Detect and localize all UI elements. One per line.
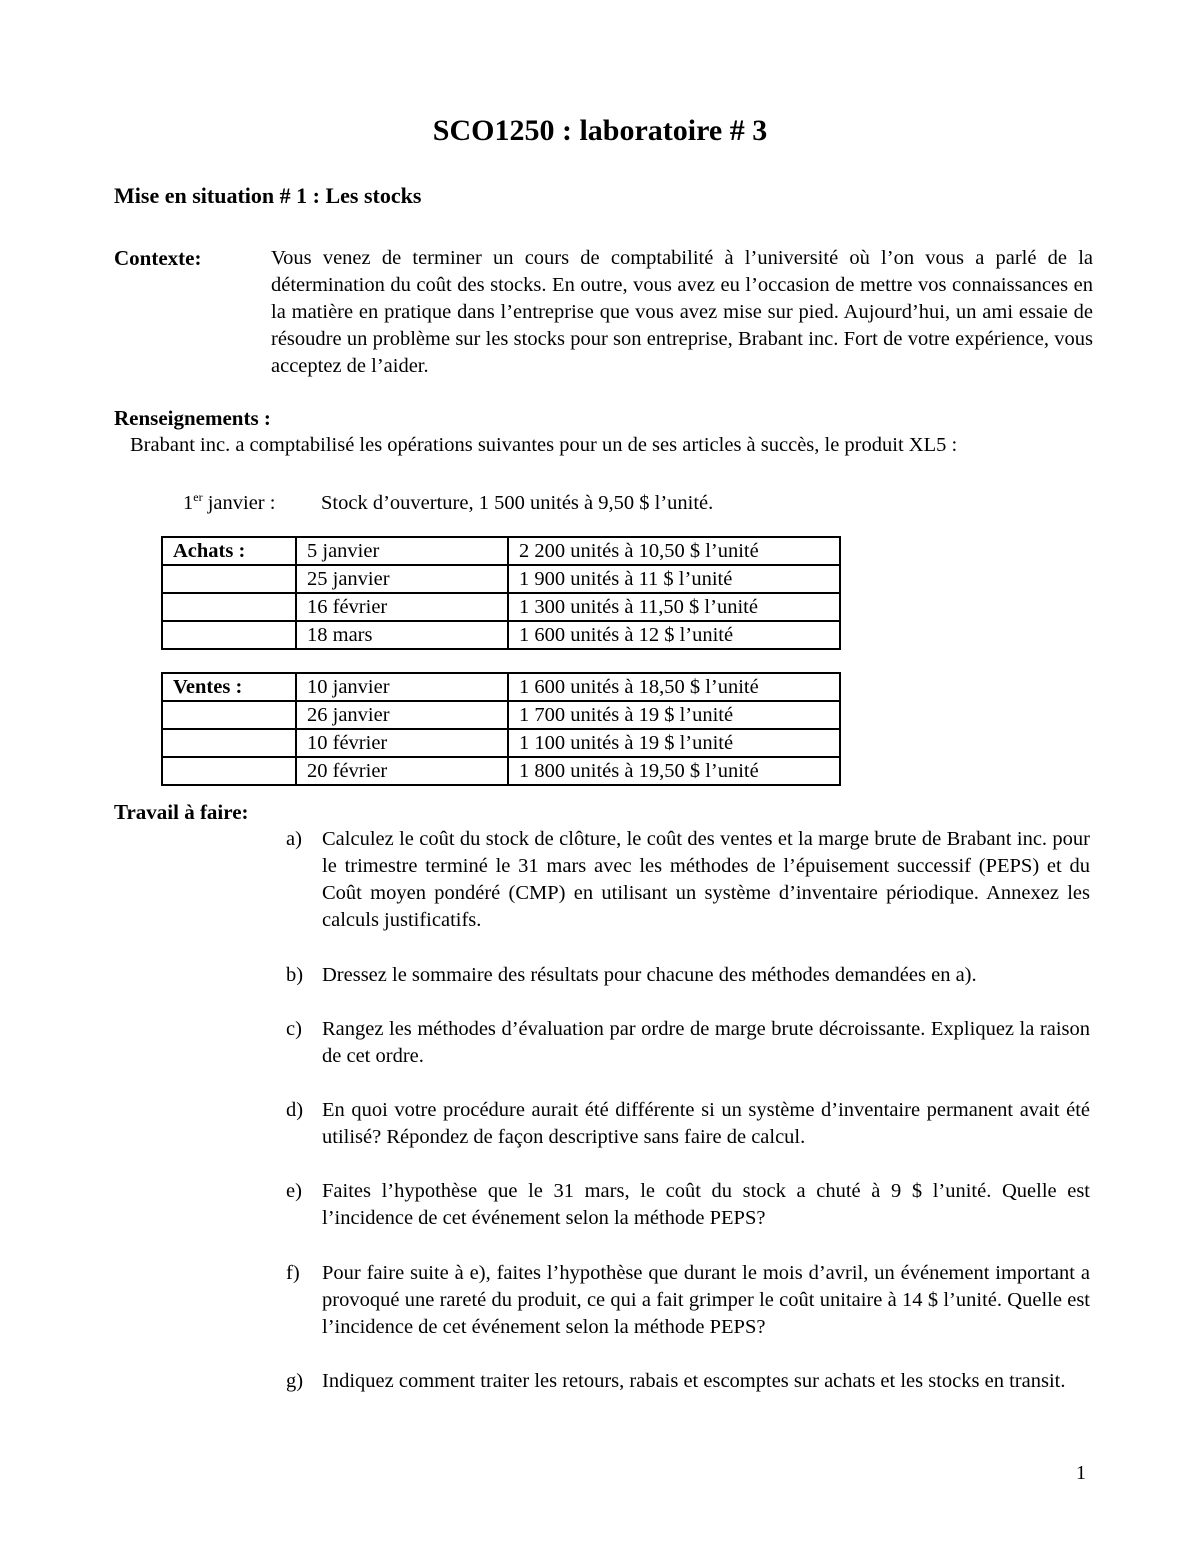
task-f bbox=[286, 1260, 1090, 1341]
ventes-detail: 1 800 unités à 19,50 $ l’unité bbox=[508, 757, 840, 785]
section-title: Mise en situation # 1 : Les stocks bbox=[114, 183, 422, 208]
task-text: Pour faire suite à e), faites l’hypothèse que durant le mois d’avril, un événement important a provoqué une rareté du produit, ce qui a fait grimper le coût unitaire à 14 $ l’unité. Quelle est l’incidence de cet événement selon la méthode PEPS? bbox=[322, 1262, 1090, 1338]
renseignements-label: Renseignements : bbox=[114, 406, 271, 430]
ventes-label: Ventes : bbox=[162, 673, 296, 701]
task-text: Faites l’hypothèse que le 31 mars, le coût du stock a chuté à 9 $ l’unité. Quelle est l’incidence de cet événement selon la méthode PEPS? bbox=[322, 1180, 1090, 1229]
achats-date: 16 février bbox=[296, 593, 508, 621]
task-text: En quoi votre procédure aurait été différente si un système d’inventaire permanent avait été utilisé? Répondez de façon descriptive sans faire de calcul. bbox=[322, 1099, 1090, 1148]
opening-sup: er bbox=[193, 490, 203, 504]
ventes-date: 26 janvier bbox=[296, 701, 508, 729]
task-d bbox=[286, 1097, 1090, 1151]
ventes-date: 20 février bbox=[296, 757, 508, 785]
table-row bbox=[162, 621, 840, 649]
opening-stock-line bbox=[183, 490, 713, 515]
ventes-table bbox=[161, 672, 841, 786]
task-a bbox=[286, 826, 1090, 934]
empty-cell bbox=[162, 593, 296, 621]
opening-date bbox=[183, 490, 321, 515]
empty-cell bbox=[162, 757, 296, 785]
achats-table bbox=[161, 536, 841, 650]
achats-date: 5 janvier bbox=[296, 537, 508, 565]
ventes-detail: 1 100 unités à 19 $ l’unité bbox=[508, 729, 840, 757]
ventes-detail: 1 700 unités à 19 $ l’unité bbox=[508, 701, 840, 729]
opening-text: Stock d’ouverture, 1 500 unités à 9,50 $ l’unité. bbox=[321, 492, 714, 514]
task-letter: c) bbox=[286, 1018, 302, 1040]
task-letter: e) bbox=[286, 1180, 302, 1202]
task-letter: a) bbox=[286, 828, 302, 850]
page-number: 1 bbox=[1076, 1462, 1086, 1484]
ventes-date: 10 janvier bbox=[296, 673, 508, 701]
context-text: Vous venez de terminer un cours de comptabilité à l’université où l’on vous a parlé de la détermination du coût des stocks. En outre, vous avez eu l’occasion de mettre vos connaissances en la matière en pratique dans l’entreprise que vous avez mise sur pied. Aujourd’hui, un ami essaie de résoudre un problème sur les stocks pour son entreprise, Brabant inc. Fort de votre expérience, vous acceptez de l’aider. bbox=[271, 247, 1093, 377]
empty-cell bbox=[162, 729, 296, 757]
achats-detail: 1 300 unités à 11,50 $ l’unité bbox=[508, 593, 840, 621]
table-row bbox=[162, 537, 840, 565]
achats-detail: 1 900 unités à 11 $ l’unité bbox=[508, 565, 840, 593]
empty-cell bbox=[162, 701, 296, 729]
ventes-date: 10 février bbox=[296, 729, 508, 757]
achats-detail: 1 600 unités à 12 $ l’unité bbox=[508, 621, 840, 649]
task-b bbox=[286, 962, 1090, 989]
task-c bbox=[286, 1016, 1090, 1070]
context-label: Contexte: bbox=[114, 246, 202, 270]
empty-cell bbox=[162, 621, 296, 649]
ventes-detail: 1 600 unités à 18,50 $ l’unité bbox=[508, 673, 840, 701]
achats-label: Achats : bbox=[162, 537, 296, 565]
achats-detail: 2 200 unités à 10,50 $ l’unité bbox=[508, 537, 840, 565]
table-row bbox=[162, 673, 840, 701]
opening-day: 1 bbox=[183, 492, 194, 514]
task-letter: f) bbox=[286, 1262, 300, 1284]
task-text: Dressez le sommaire des résultats pour chacune des méthodes demandées en a). bbox=[322, 964, 977, 986]
task-letter: d) bbox=[286, 1099, 304, 1121]
achats-date: 25 janvier bbox=[296, 565, 508, 593]
task-e bbox=[286, 1178, 1090, 1232]
task-g bbox=[286, 1368, 1090, 1395]
table-row bbox=[162, 565, 840, 593]
table-row bbox=[162, 593, 840, 621]
task-text: Calculez le coût du stock de clôture, le coût des ventes et la marge brute de Brabant inc. pour le trimestre terminé le 31 mars avec les méthodes de l’épuisement successif (PEPS) et du Coût moyen pondéré (CMP) en utilisant un système d’inventaire périodique. Annexez les calculs justificatifs. bbox=[322, 828, 1090, 931]
task-text: Rangez les méthodes d’évaluation par ordre de marge brute décroissante. Expliquez la raison de cet ordre. bbox=[322, 1018, 1090, 1067]
renseignements-text: Brabant inc. a comptabilisé les opérations suivantes pour un de ses articles à succès, le produit XL5 : bbox=[130, 434, 958, 456]
table-row bbox=[162, 701, 840, 729]
page-title: SCO1250 : laboratoire # 3 bbox=[432, 114, 768, 147]
travail-label: Travail à faire: bbox=[114, 800, 249, 824]
achats-date: 18 mars bbox=[296, 621, 508, 649]
table-row bbox=[162, 729, 840, 757]
task-letter: g) bbox=[286, 1370, 304, 1392]
table-row bbox=[162, 757, 840, 785]
empty-cell bbox=[162, 565, 296, 593]
opening-month: janvier : bbox=[202, 492, 276, 514]
task-letter: b) bbox=[286, 964, 304, 986]
task-text: Indiquez comment traiter les retours, rabais et escomptes sur achats et les stocks en transit. bbox=[322, 1370, 1066, 1392]
